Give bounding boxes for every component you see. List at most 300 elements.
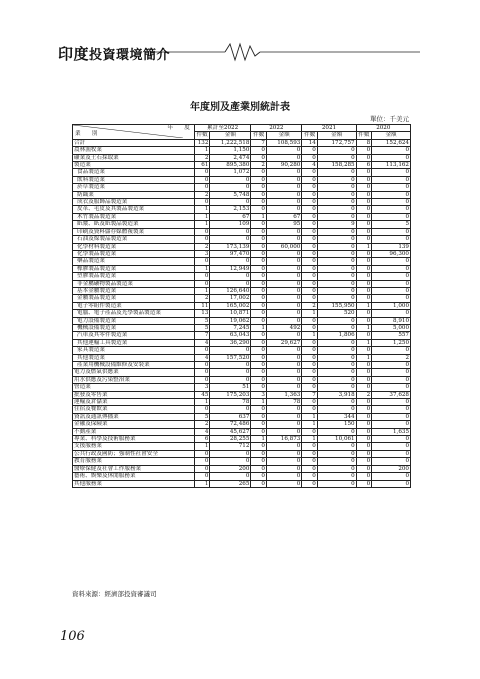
count-cell: 0 <box>302 258 318 265</box>
amount-cell: 0 <box>317 273 356 280</box>
count-cell: 0 <box>302 176 318 183</box>
count-cell: 0 <box>356 221 372 228</box>
amount-cell: 0 <box>317 406 356 413</box>
count-cell: 1 <box>302 436 318 443</box>
amount-cell: 9 <box>317 221 356 228</box>
table-row <box>73 265 411 272</box>
industry-label-cell: 專業、科學及技術服務業 <box>73 436 195 443</box>
amount-cell: 90,280 <box>266 162 301 169</box>
amount-cell: 172,757 <box>317 139 356 146</box>
count-cell: 0 <box>302 406 318 413</box>
count-cell: 0 <box>194 362 210 369</box>
count-cell: 0 <box>251 250 267 257</box>
amount-cell: 109 <box>210 221 251 228</box>
count-cell: 1 <box>194 480 210 487</box>
count-cell: 0 <box>356 369 372 376</box>
count-cell: 0 <box>356 280 372 287</box>
amount-cell: 0 <box>266 228 301 235</box>
amount-cell: 0 <box>266 458 301 465</box>
amount-cell: 1,222,518 <box>210 139 251 146</box>
table-row <box>73 384 411 391</box>
amount-cell: 0 <box>266 265 301 272</box>
count-cell: 0 <box>194 458 210 465</box>
count-cell: 1 <box>251 324 267 331</box>
amount-cell: 0 <box>317 428 356 435</box>
amount-cell: 78 <box>266 399 301 406</box>
count-cell: 2 <box>194 154 210 161</box>
amount-cell: 152,624 <box>372 139 411 146</box>
table-row <box>73 421 411 428</box>
amount-cell: 0 <box>266 287 301 294</box>
count-cell: 0 <box>356 428 372 435</box>
industry-label-cell: 金融及保險業 <box>73 421 195 428</box>
count-cell: 0 <box>251 473 267 480</box>
amount-cell: 36,290 <box>210 339 251 346</box>
count-cell: 61 <box>194 162 210 169</box>
amount-cell: 712 <box>210 443 251 450</box>
amount-cell: 0 <box>317 317 356 324</box>
amount-cell: 0 <box>317 347 356 354</box>
count-cell: 2 <box>194 243 210 250</box>
count-cell: 0 <box>356 199 372 206</box>
count-cell: 0 <box>194 184 210 191</box>
count-cell: 0 <box>356 384 372 391</box>
amount-cell: 200 <box>372 465 411 472</box>
amount-cell: 0 <box>317 399 356 406</box>
count-cell: 1 <box>194 399 210 406</box>
amount-cell: 0 <box>266 310 301 317</box>
count-cell: 0 <box>302 443 318 450</box>
amount-cell: 0 <box>372 258 411 265</box>
table-row <box>73 139 411 146</box>
amount-cell: 0 <box>266 302 301 309</box>
industry-label-cell: 汽車及其零件製造業 <box>73 332 195 339</box>
table-row <box>73 362 411 369</box>
header-title-rest: 投資環境簡介 <box>89 48 171 63</box>
count-cell: 0 <box>302 362 318 369</box>
industry-label-cell: 營造業 <box>73 384 195 391</box>
amount-cell: 0 <box>266 480 301 487</box>
industry-label-cell: 公共行政及國防；強制性社會安全 <box>73 450 195 457</box>
amount-cell: 12,949 <box>210 265 251 272</box>
count-cell: 0 <box>356 399 372 406</box>
amount-cell: 158,285 <box>317 162 356 169</box>
count-cell: 0 <box>251 421 267 428</box>
table-row <box>73 258 411 265</box>
amount-cell: 1,806 <box>317 332 356 339</box>
amount-cell: 0 <box>372 399 411 406</box>
count-cell: 2 <box>194 421 210 428</box>
industry-label-cell: 石油及煤製品製造業 <box>73 236 195 243</box>
amount-cell: 1,072 <box>210 169 251 176</box>
table-row <box>73 473 411 480</box>
count-cell: 0 <box>194 169 210 176</box>
amount-cell: 344 <box>317 413 356 420</box>
count-cell: 8 <box>356 139 372 146</box>
amount-cell: 113,162 <box>372 162 411 169</box>
count-cell: 0 <box>251 450 267 457</box>
count-cell: 0 <box>251 458 267 465</box>
amount-cell: 0 <box>372 369 411 376</box>
table-row <box>73 317 411 324</box>
amount-cell: 7,245 <box>210 324 251 331</box>
count-cell: 0 <box>194 228 210 235</box>
count-cell: 0 <box>302 324 318 331</box>
table-row <box>73 287 411 294</box>
count-cell: 0 <box>302 243 318 250</box>
amount-cell: 16,873 <box>266 436 301 443</box>
count-cell: 0 <box>251 287 267 294</box>
amount-cell: 895,380 <box>210 162 251 169</box>
amount-cell: 492 <box>266 324 301 331</box>
amount-cell: 0 <box>372 310 411 317</box>
industry-label-cell: 食品製造業 <box>73 169 195 176</box>
industry-label-cell: 其他製造業 <box>73 354 195 361</box>
count-cell: 0 <box>302 273 318 280</box>
amount-cell: 0 <box>317 206 356 213</box>
count-cell: 0 <box>251 228 267 235</box>
count-cell: 0 <box>302 295 318 302</box>
count-cell: 0 <box>356 236 372 243</box>
amount-cell: 0 <box>317 154 356 161</box>
amount-cell: 0 <box>372 376 411 383</box>
count-cell: 0 <box>302 206 318 213</box>
count-cell: 2 <box>194 295 210 302</box>
count-cell: 0 <box>251 310 267 317</box>
count-cell: 0 <box>356 184 372 191</box>
amount-cell: 0 <box>372 236 411 243</box>
count-cell: 1 <box>194 287 210 294</box>
count-cell: 2 <box>251 162 267 169</box>
corner-top-label: 年 度 <box>167 125 190 131</box>
amount-cell: 0 <box>372 176 411 183</box>
page-title: 年度別及產業別統計表 <box>190 102 290 113</box>
amount-cell: 126,640 <box>210 287 251 294</box>
count-cell: 0 <box>251 273 267 280</box>
count-cell: 7 <box>251 139 267 146</box>
count-cell: 3 <box>194 384 210 391</box>
count-cell: 1 <box>302 421 318 428</box>
amount-cell: 2,153 <box>210 206 251 213</box>
industry-label-cell: 金屬製品製造業 <box>73 295 195 302</box>
industry-label-cell: 藝術、娛樂及休閒服務業 <box>73 473 195 480</box>
amount-cell: 0 <box>317 228 356 235</box>
count-cell: 1 <box>302 310 318 317</box>
industry-label-cell: 基本金屬製造業 <box>73 287 195 294</box>
table-row <box>73 406 411 413</box>
amount-cell: 0 <box>266 206 301 213</box>
table-row <box>73 480 411 487</box>
amount-cell: 0 <box>210 473 251 480</box>
amount-cell: 97,470 <box>210 250 251 257</box>
amount-cell: 0 <box>266 273 301 280</box>
industry-label-cell: 醫療保健及社會工作服務業 <box>73 465 195 472</box>
subheader-cell: 金額 <box>372 132 411 139</box>
amount-cell: 0 <box>317 376 356 383</box>
count-cell: 1 <box>356 302 372 309</box>
amount-cell: 0 <box>266 147 301 154</box>
count-cell: 0 <box>302 228 318 235</box>
amount-cell: 0 <box>372 480 411 487</box>
count-cell: 0 <box>356 191 372 198</box>
count-cell: 0 <box>356 287 372 294</box>
count-cell: 0 <box>251 265 267 272</box>
industry-label-cell: 塑膠製品製造業 <box>73 273 195 280</box>
count-cell: 0 <box>251 376 267 383</box>
count-cell: 0 <box>251 295 267 302</box>
count-cell: 6 <box>194 436 210 443</box>
amount-cell: 0 <box>210 258 251 265</box>
amount-cell: 0 <box>317 450 356 457</box>
table-row <box>73 369 411 376</box>
amount-cell: 0 <box>317 258 356 265</box>
amount-cell: 0 <box>317 184 356 191</box>
statistics-table <box>72 124 411 488</box>
count-cell: 0 <box>356 413 372 420</box>
industry-label-cell: 支援服務業 <box>73 443 195 450</box>
amount-cell: 19,062 <box>210 317 251 324</box>
count-cell: 0 <box>251 243 267 250</box>
amount-cell: 0 <box>372 295 411 302</box>
amount-cell: 5,748 <box>210 191 251 198</box>
table-row <box>73 236 411 243</box>
amount-cell: 0 <box>317 243 356 250</box>
industry-label-cell: 電力設備製造業 <box>73 317 195 324</box>
amount-cell: 17,002 <box>210 295 251 302</box>
amount-cell: 150 <box>317 421 356 428</box>
amount-cell: 0 <box>266 184 301 191</box>
amount-cell: 0 <box>317 443 356 450</box>
subheader-cell: 件數 <box>302 132 318 139</box>
count-cell: 0 <box>251 176 267 183</box>
count-cell: 0 <box>302 199 318 206</box>
amount-cell: 1,250 <box>372 339 411 346</box>
count-cell: 0 <box>251 191 267 198</box>
count-cell: 7 <box>302 391 318 398</box>
industry-label-cell: 電力及燃氣供應業 <box>73 369 195 376</box>
count-cell: 0 <box>194 465 210 472</box>
count-cell: 1 <box>356 243 372 250</box>
amount-cell: 0 <box>372 280 411 287</box>
count-cell: 0 <box>356 458 372 465</box>
amount-cell: 0 <box>372 154 411 161</box>
table-row <box>73 162 411 169</box>
count-cell: 0 <box>356 421 372 428</box>
table-row <box>73 199 411 206</box>
count-cell: 0 <box>356 206 372 213</box>
amount-cell: 78 <box>210 399 251 406</box>
count-cell: 0 <box>356 376 372 383</box>
amount-cell: 0 <box>266 443 301 450</box>
amount-cell: 8,910 <box>372 317 411 324</box>
count-cell: 0 <box>356 213 372 220</box>
count-cell: 0 <box>251 317 267 324</box>
amount-cell: 0 <box>317 354 356 361</box>
amount-cell: 155,950 <box>317 302 356 309</box>
amount-cell: 29,627 <box>266 339 301 346</box>
amount-cell: 0 <box>210 280 251 287</box>
amount-cell: 10,871 <box>210 310 251 317</box>
table-row <box>73 191 411 198</box>
amount-cell: 0 <box>372 191 411 198</box>
count-cell: 0 <box>302 369 318 376</box>
count-cell: 0 <box>302 317 318 324</box>
count-cell: 0 <box>356 465 372 472</box>
count-cell: 0 <box>302 376 318 383</box>
count-cell: 0 <box>302 450 318 457</box>
amount-cell: 0 <box>266 169 301 176</box>
amount-cell: 0 <box>372 443 411 450</box>
count-cell: 0 <box>251 428 267 435</box>
table-row <box>73 169 411 176</box>
industry-label-cell: 農林漁牧業 <box>73 147 195 154</box>
amount-cell: 0 <box>266 250 301 257</box>
industry-label-cell: 家具製造業 <box>73 347 195 354</box>
amount-cell: 0 <box>317 287 356 294</box>
industry-label-cell: 合計 <box>73 139 195 146</box>
industry-label-cell: 印刷及資料儲存媒體複製業 <box>73 228 195 235</box>
count-cell: 1 <box>356 354 372 361</box>
amount-cell: 3,918 <box>317 391 356 398</box>
amount-cell: 0 <box>372 384 411 391</box>
table-row <box>73 458 411 465</box>
amount-cell: 0 <box>210 176 251 183</box>
count-cell: 0 <box>356 154 372 161</box>
count-cell: 0 <box>302 339 318 346</box>
count-cell: 0 <box>302 458 318 465</box>
count-cell: 0 <box>356 250 372 257</box>
industry-label-cell: 批發及零售業 <box>73 391 195 398</box>
amount-cell: 72,486 <box>210 421 251 428</box>
count-cell: 0 <box>302 184 318 191</box>
year-header-row <box>73 125 411 132</box>
amount-cell: 0 <box>317 213 356 220</box>
industry-label-cell: 礦業及土石採取業 <box>73 154 195 161</box>
count-cell: 2 <box>356 391 372 398</box>
year-header: 2020 <box>356 125 410 132</box>
count-cell: 0 <box>302 250 318 257</box>
amount-cell: 0 <box>210 228 251 235</box>
table-row <box>73 436 411 443</box>
amount-cell: 0 <box>372 406 411 413</box>
corner-bottom-label: 業 別 <box>75 131 98 137</box>
industry-label-cell: 化學製品製造業 <box>73 250 195 257</box>
amount-cell: 5,000 <box>372 324 411 331</box>
count-cell: 0 <box>302 480 318 487</box>
amount-cell: 0 <box>210 199 251 206</box>
table-row <box>73 347 411 354</box>
industry-label-cell: 教育服務業 <box>73 458 195 465</box>
count-cell: 1 <box>302 413 318 420</box>
subheader-cell: 件數 <box>251 132 267 139</box>
table-body <box>73 139 411 487</box>
source-note: 資料來源：經濟部投資審議司 <box>72 590 157 598</box>
count-cell: 0 <box>356 273 372 280</box>
count-cell: 5 <box>194 317 210 324</box>
amount-cell: 0 <box>317 265 356 272</box>
amount-cell: 0 <box>266 406 301 413</box>
count-cell: 0 <box>356 317 372 324</box>
count-cell: 0 <box>251 147 267 154</box>
table-row <box>73 280 411 287</box>
amount-cell: 0 <box>317 199 356 206</box>
amount-cell: 0 <box>266 384 301 391</box>
amount-cell: 0 <box>266 450 301 457</box>
industry-label-cell: 運輸及倉儲業 <box>73 399 195 406</box>
count-cell: 0 <box>194 450 210 457</box>
industry-label-cell: 用水供應及污染整治業 <box>73 376 195 383</box>
count-cell: 0 <box>194 199 210 206</box>
table-row <box>73 273 411 280</box>
subheader-cell: 金額 <box>317 132 356 139</box>
count-cell: 0 <box>251 480 267 487</box>
amount-cell: 51 <box>210 384 251 391</box>
count-cell: 0 <box>194 176 210 183</box>
industry-label-cell: 電腦、電子產品及光學製品製造業 <box>73 310 195 317</box>
amount-cell: 0 <box>266 376 301 383</box>
amount-cell: 0 <box>266 258 301 265</box>
industry-label-cell: 機械設備製造業 <box>73 324 195 331</box>
amount-cell: 139 <box>372 243 411 250</box>
amount-cell: 0 <box>372 147 411 154</box>
count-cell: 13 <box>194 310 210 317</box>
year-header: 2021 <box>302 125 356 132</box>
count-cell: 0 <box>251 332 267 339</box>
corner-header-cell <box>73 125 195 140</box>
amount-cell: 0 <box>266 369 301 376</box>
table-row <box>73 428 411 435</box>
count-cell: 0 <box>194 473 210 480</box>
amount-cell: 0 <box>317 324 356 331</box>
table-row <box>73 399 411 406</box>
industry-label-cell: 皮革、毛皮及其製品製造業 <box>73 206 195 213</box>
count-cell: 0 <box>356 347 372 354</box>
count-cell: 0 <box>356 480 372 487</box>
amount-cell: 637 <box>210 413 251 420</box>
amount-cell: 175,203 <box>210 391 251 398</box>
year-header: 2022 <box>251 125 302 132</box>
amount-cell: 0 <box>266 362 301 369</box>
amount-cell: 0 <box>210 376 251 383</box>
subheader-cell: 件數 <box>194 132 210 139</box>
count-cell: 1 <box>194 147 210 154</box>
table-row <box>73 391 411 398</box>
amount-cell: 0 <box>372 458 411 465</box>
amount-cell: 0 <box>266 191 301 198</box>
count-cell: 4 <box>194 339 210 346</box>
count-cell: 14 <box>302 139 318 146</box>
amount-cell: 0 <box>317 480 356 487</box>
count-cell: 0 <box>356 169 372 176</box>
industry-label-cell: 不動產業 <box>73 428 195 435</box>
industry-label-cell: 木竹製品製造業 <box>73 213 195 220</box>
count-cell: 0 <box>356 332 372 339</box>
amount-cell: 0 <box>266 354 301 361</box>
amount-cell: 0 <box>317 465 356 472</box>
count-cell: 0 <box>194 406 210 413</box>
table-row <box>73 184 411 191</box>
count-cell: 0 <box>302 154 318 161</box>
amount-cell: 0 <box>317 250 356 257</box>
table-row <box>73 147 411 154</box>
amount-cell: 5 <box>372 221 411 228</box>
count-cell: 1 <box>194 221 210 228</box>
count-cell: 1 <box>356 324 372 331</box>
count-cell: 0 <box>356 436 372 443</box>
count-cell: 0 <box>251 406 267 413</box>
count-cell: 0 <box>194 369 210 376</box>
amount-cell: 0 <box>210 236 251 243</box>
